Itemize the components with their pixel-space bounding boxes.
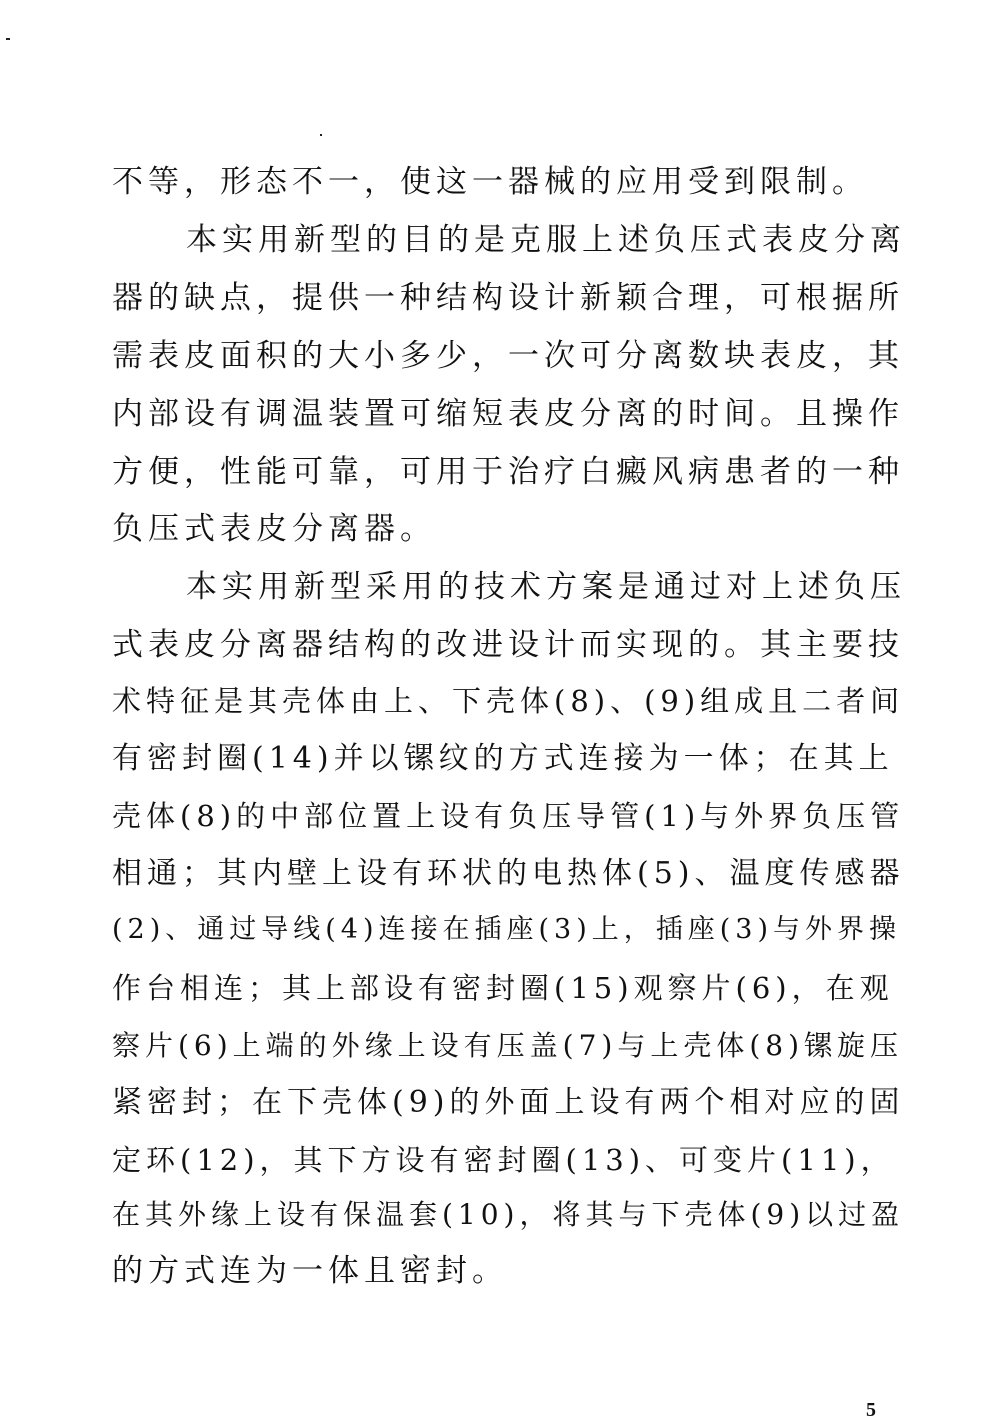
text-line-7: 负压式表皮分离器。 [112, 511, 436, 547]
text-line-12: 壳体(8)的中部位置上设有负压导管(1)与外界负压管 [112, 799, 905, 833]
text-line-8: 本实用新型采用的技术方案是通过对上述负压 [186, 569, 906, 605]
text-line-13: 相通；其内壁上设有环状的电热体(5)、温度传感器 [112, 856, 905, 891]
text-line-19: 在其外缘上设有保温套(10)，将其与下壳体(9)以过盈 [112, 1198, 905, 1231]
text-line-11: 有密封圈(14)并以镙纹的方式连接为一体；在其上 [112, 741, 894, 776]
page-number: 5 [866, 1399, 876, 1421]
text-line-16: 察片(6)上端的外缘上设有压盖(7)与上壳体(8)镙旋压 [112, 1029, 903, 1062]
text-line-17: 紧密封；在下壳体(9)的外面上设有两个相对应的固 [112, 1085, 905, 1120]
text-line-4: 需表皮面积的大小多少，一次可分离数块表皮，其 [112, 338, 904, 374]
text-line-5: 内部设有调温装置可缩短表皮分离的时间。且操作 [112, 396, 904, 432]
text-line-10: 术特征是其壳体由上、下壳体(8)、(9)组成且二者间 [112, 684, 905, 718]
text-line-20: 的方式连为一体且密封。 [112, 1253, 508, 1289]
scan-speck [320, 134, 322, 136]
text-line-9: 式表皮分离器结构的改进设计而实现的。其主要技 [112, 627, 904, 663]
text-line-6: 方便，性能可靠，可用于治疗白癜风病患者的一种 [112, 454, 904, 490]
text-line-3: 器的缺点，提供一种结构设计新颖合理，可根据所 [112, 280, 904, 316]
scan-speck [6, 38, 10, 40]
text-line-1: 不等，形态不一，使这一器械的应用受到限制。 [112, 164, 868, 200]
text-line-18: 定环(12)，其下方设有密封圈(13)、可变片(11)， [112, 1143, 895, 1177]
text-line-2: 本实用新型的目的是克服上述负压式表皮分离 [186, 222, 906, 258]
text-line-14: (2)、通过导线(4)连接在插座(3)上，插座(3)与外界操 [112, 914, 901, 945]
text-line-15: 作台相连；其上部设有密封圈(15)观察片(6)，在观 [112, 971, 894, 1005]
